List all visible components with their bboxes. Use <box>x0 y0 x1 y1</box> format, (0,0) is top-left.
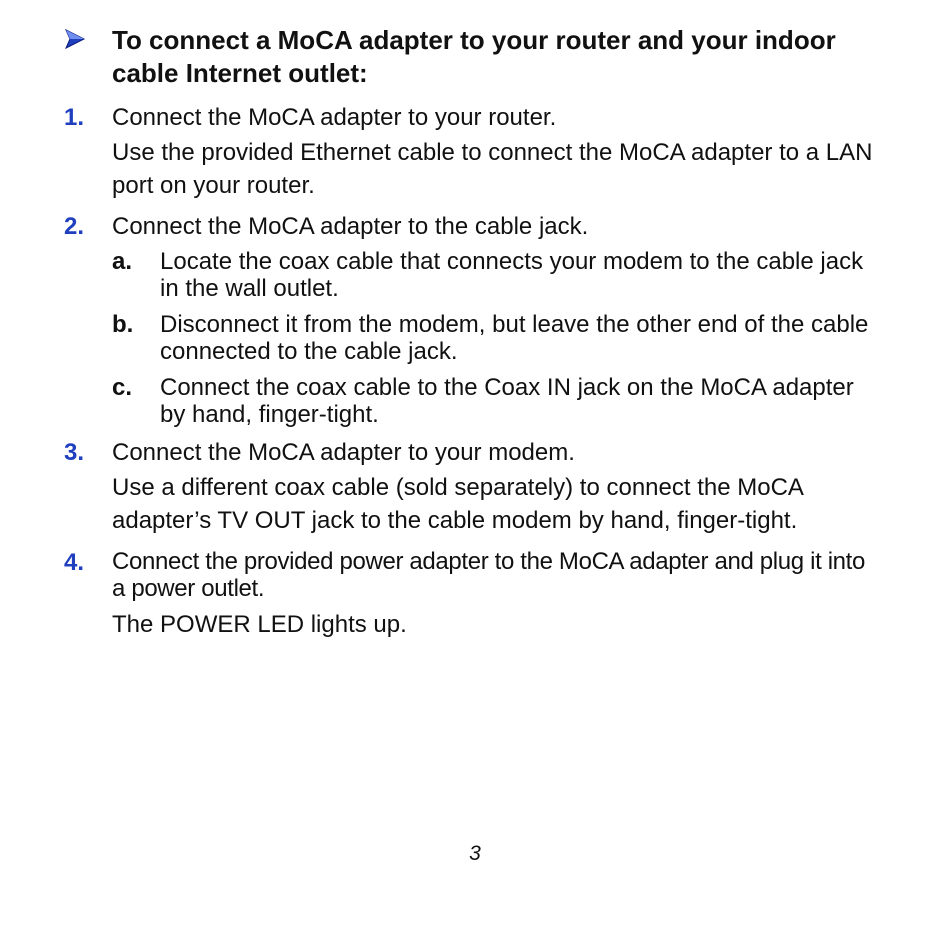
substep-letter: c. <box>112 374 133 401</box>
step-detail-text: The POWER LED lights up. <box>112 611 407 638</box>
step-main-text: Connect the MoCA adapter to the cable jack. <box>112 213 589 240</box>
step-4 <box>64 548 884 641</box>
step-main-text: Connect the MoCA adapter to your router. <box>112 104 557 131</box>
step-number: 1. <box>64 104 85 131</box>
step-detail-text: Use a different coax cable (sold separately) to connect the MoCA adapter’s TV OUT jack to the cable modem by hand, finger-tight. <box>112 474 803 534</box>
procedure-heading <box>64 24 884 90</box>
step-main-text: Connect the MoCA adapter to your modem. <box>112 439 575 466</box>
page-number: 3 <box>469 842 481 865</box>
substep-c <box>112 374 884 428</box>
substep-letter: a. <box>112 248 133 275</box>
substep-a <box>112 248 884 302</box>
substep-text: Locate the coax cable that connects your modem to the cable jack in the wall outlet. <box>160 248 864 302</box>
step-number: 3. <box>64 439 85 466</box>
substep-text: Disconnect it from the modem, but leave the other end of the cable connected to the cable jack. <box>160 311 869 365</box>
step-main-text: Connect the provided power adapter to the MoCA adapter and plug it into a power outlet. <box>112 548 865 602</box>
substep-b <box>112 311 884 365</box>
step-1 <box>64 103 884 202</box>
step-detail-text: Use the provided Ethernet cable to connect the MoCA adapter to a LAN port on your router. <box>112 139 873 199</box>
step-number: 4. <box>64 549 85 576</box>
step-2 <box>64 212 884 428</box>
substep-text: Connect the coax cable to the Coax IN jack on the MoCA adapter by hand, finger-tight. <box>160 374 854 428</box>
arrowhead-bullet-icon <box>64 24 112 55</box>
step-3 <box>64 438 884 537</box>
step-number: 2. <box>64 213 85 240</box>
substep-letter: b. <box>112 311 134 338</box>
procedure-title: To connect a MoCA adapter to your router and your indoor cable Internet outlet: <box>112 25 836 88</box>
step-list <box>64 103 884 641</box>
